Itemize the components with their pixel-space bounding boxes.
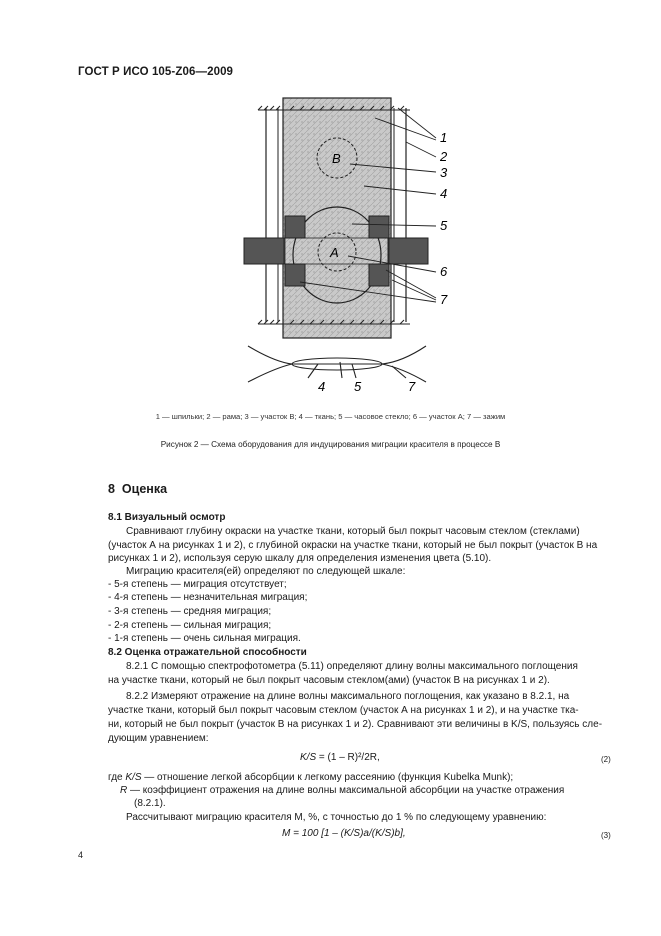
scale-item: - 5-я степень — миграция отсутствует; bbox=[108, 579, 287, 590]
figure-legend: 1 — шпильки; 2 — рама; 3 — участок В; 4 — ткань; 5 — часовое стекло; 6 — участок А; 7 — зажим bbox=[155, 412, 506, 421]
where-k-s bbox=[108, 771, 513, 785]
scale-item: - 2-я степень — сильная миграция; bbox=[108, 620, 272, 631]
section-number: 8 bbox=[108, 482, 115, 496]
side-callout-7: 7 bbox=[408, 379, 416, 394]
scale-item: - 3-я степень — средняя миграция; bbox=[108, 606, 272, 617]
where-r-text: — коэффициент отражения на длине волны максимальной абсорбции на участке отражения bbox=[127, 785, 565, 796]
region-b-label: В bbox=[332, 151, 341, 166]
para-8-2-2-line-3: ни, который не был покрыт (участок В на рисунках 1 и 2). Сравнивают эти величины в K/S, пользуясь сле- bbox=[108, 719, 603, 730]
where-r-line-2: (8.2.1). bbox=[134, 798, 166, 809]
clamp-left-bar bbox=[244, 238, 284, 264]
para-8-2-2-line-4: дующим уравнением: bbox=[108, 733, 209, 744]
equation-2-number: (2) bbox=[601, 755, 611, 764]
equation-3-number: (3) bbox=[601, 831, 611, 840]
clamp-right-top bbox=[369, 216, 389, 238]
callout-3: 3 bbox=[440, 165, 448, 180]
para-8-1-line-1: Сравнивают глубину окраски на участке ткани, который был покрыт часовым стеклом (стеклами) bbox=[126, 526, 580, 537]
document-header: ГОСТ Р ИСО 105-Z06—2009 bbox=[78, 66, 234, 78]
where-prefix: где bbox=[108, 772, 126, 783]
eq2-rhs: = (1 – R)²/2R, bbox=[316, 752, 380, 763]
where-k-s-symbol: K/S bbox=[125, 772, 142, 783]
callout-7: 7 bbox=[440, 292, 448, 307]
side-view bbox=[248, 346, 426, 382]
clamp-right-bar bbox=[388, 238, 428, 264]
clamp-left-top bbox=[285, 216, 305, 238]
para-8-2-1-line-1: 8.2.1 С помощью спектрофотометра (5.11) определяют длину волны максимального поглощения bbox=[126, 661, 578, 672]
heading-8-2: 8.2 Оценка отражательной способности bbox=[108, 647, 307, 658]
figure-2-diagram bbox=[240, 90, 460, 395]
where-r bbox=[108, 784, 618, 798]
side-callout-4: 4 bbox=[318, 379, 326, 394]
section-title bbox=[108, 482, 167, 496]
para-8-2-2-line-2: участке ткани, который был покрыт часовым стеклом (участок А на рисунках 1 и 2), и на участке тка- bbox=[108, 705, 579, 716]
callout-5: 5 bbox=[440, 218, 448, 233]
scale-item: - 4-я степень — незначительная миграция; bbox=[108, 592, 308, 603]
para-8-2-2-line-1: 8.2.2 Измеряют отражение на длине волны максимального поглощения, как указано в 8.2.1, на bbox=[126, 691, 570, 702]
scale-item: - 1-я степень — очень сильная миграция. bbox=[108, 633, 301, 644]
callout-6: 6 bbox=[440, 264, 448, 279]
para-8-2-1-line-2: на участке ткани, который не был покрыт часовым стеклом(ами) (участок В на рисунках 1 и 2). bbox=[108, 675, 550, 686]
para-scale-intro: Миграцию красителя(ей) определяют по следующей шкале: bbox=[126, 566, 406, 577]
page-number: 4 bbox=[78, 850, 84, 860]
where-r-symbol: R bbox=[120, 785, 128, 796]
callout-1: 1 bbox=[440, 130, 448, 145]
heading-8-1: 8.1 Визуальный осмотр bbox=[108, 512, 226, 523]
side-callout-5: 5 bbox=[354, 379, 362, 394]
para-8-1-line-3: рисунках 1 и 2), используя серую шкалу для определения изменения цвета (5.10). bbox=[108, 553, 492, 564]
clamp-right-bottom bbox=[369, 264, 389, 286]
callout-4: 4 bbox=[440, 186, 448, 201]
equation-2 bbox=[300, 752, 380, 763]
region-a-label: А bbox=[330, 245, 339, 260]
eq2-lhs: K/S bbox=[300, 752, 317, 763]
section-title-text: Оценка bbox=[121, 482, 168, 496]
equation-3: M = 100 [1 – (K/S)a/(K/S)b], bbox=[282, 828, 406, 839]
callout-2: 2 bbox=[440, 149, 448, 164]
figure-caption: Рисунок 2 — Схема оборудования для индуцирования миграции красителя в процессе В bbox=[160, 440, 501, 449]
para-calc: Рассчитывают миграцию красителя M, %, с точностью до 1 % по следующему уравнению: bbox=[126, 812, 547, 823]
where-k-s-text: — отношение легкой абсорбции к легкому рассеянию (функция Kubelka Munk); bbox=[141, 772, 514, 783]
para-8-1-line-2: (участок А на рисунках 1 и 2), с глубиной окраски на участке ткани, который не был покрыт (участок В на bbox=[108, 540, 598, 551]
